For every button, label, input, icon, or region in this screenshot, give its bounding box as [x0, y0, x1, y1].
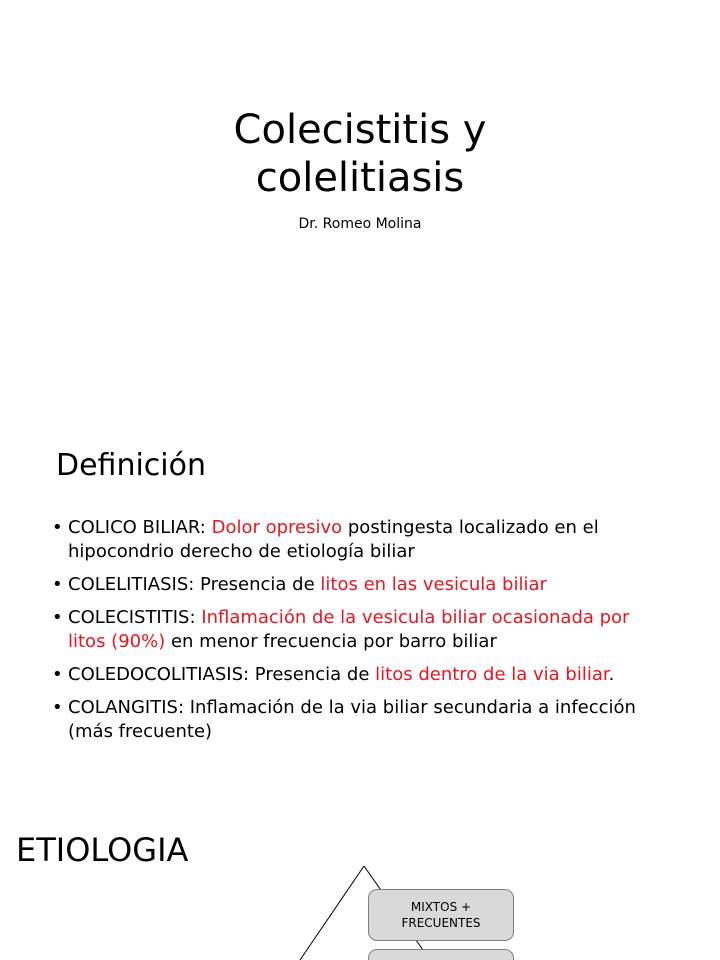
definition-item-colecistitis [52, 606, 672, 654]
bullet-icon: • [52, 697, 63, 718]
definition-term: COLEDOCOLITIASIS: Presencia de [68, 664, 376, 685]
title-line-2: colelitiasis [255, 155, 465, 201]
definition-highlight: litos dentro de la via biliar [375, 664, 609, 685]
definition-term: COLECISTITIS: [68, 607, 202, 628]
definition-text: en menor frecuencia por barro biliar [165, 631, 497, 652]
bullet-icon: • [52, 574, 63, 595]
etiology-slide [0, 820, 720, 960]
definition-text: . [608, 664, 615, 685]
pyramid-left-edge [300, 866, 364, 960]
title-line-1: Colecistitis y [233, 107, 487, 153]
definition-term: COLANGITIS: Inflamación de la via biliar secundaria a infección (más frecuente) [68, 697, 636, 742]
box-label-line-2: FRECUENTES [401, 916, 481, 930]
definition-heading: Definición [56, 448, 206, 483]
definition-item-coledocolitiasis [52, 663, 672, 687]
title-slide [0, 0, 720, 405]
definition-term: COLELITIASIS: Presencia de [68, 574, 321, 595]
bullet-icon: • [52, 664, 63, 685]
definition-highlight: Dolor opresivo [211, 517, 343, 538]
definition-item-colelitiasis [52, 573, 672, 597]
definition-list [52, 516, 672, 753]
box-label-line-1: MIXTOS + [410, 900, 472, 914]
diagram-box-mixtos [368, 889, 514, 941]
definition-term: COLICO BILIAR: [68, 517, 212, 538]
etiology-heading: ETIOLOGIA [16, 831, 189, 869]
definition-item-colico-biliar [52, 516, 672, 564]
author-name: Dr. Romeo Molina [298, 216, 422, 232]
definition-highlight: litos en las vesicula biliar [320, 574, 547, 595]
definition-text: postingesta localizado en el hipocondrio derecho de etiología biliar [68, 517, 599, 562]
bullet-icon: • [52, 607, 63, 628]
diagram-box-second [368, 949, 514, 960]
definition-item-colangitis [52, 696, 672, 744]
definition-highlight: Inflamación de la vesicula biliar ocasionada por litos (90%) [68, 607, 630, 652]
bullet-icon: • [52, 517, 63, 538]
presentation-title [0, 106, 720, 202]
pyramid-diagram [0, 820, 720, 960]
definition-slide [0, 430, 720, 810]
